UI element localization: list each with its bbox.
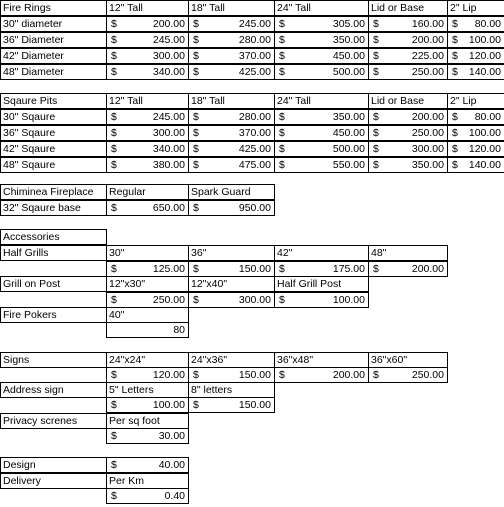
- cell-text: 36": [191, 247, 207, 259]
- currency-symbol: $: [111, 159, 117, 171]
- currency-symbol: $: [193, 159, 199, 171]
- cell-value: 200.00: [152, 18, 185, 30]
- cell-value: 0.40: [164, 490, 185, 502]
- fire-ring-price-cell[interactable]: [447, 32, 504, 48]
- chiminea-regular-label[interactable]: [106, 184, 189, 200]
- currency-symbol: $: [193, 50, 199, 62]
- currency-symbol: $: [452, 127, 458, 139]
- fire-poker-price[interactable]: [106, 322, 189, 338]
- cell-text: Lid or Base: [371, 95, 425, 107]
- square-pits-header-cell[interactable]: [188, 93, 275, 109]
- square-pit-price-cell[interactable]: [368, 141, 448, 157]
- chiminea-spark-label[interactable]: [188, 184, 275, 200]
- fire-ring-price-cell[interactable]: [106, 16, 189, 32]
- cell-value: 150.00: [238, 263, 271, 275]
- fire-ring-size-label[interactable]: [0, 48, 107, 64]
- fire-poker-size[interactable]: [106, 307, 189, 323]
- cell-value: 450.00: [332, 127, 365, 139]
- currency-symbol: $: [193, 18, 199, 30]
- currency-symbol: $: [373, 159, 379, 171]
- cell-value: 100.00: [468, 34, 501, 46]
- fire-rings-header-cell[interactable]: [0, 0, 107, 16]
- cell-value: 200.00: [411, 111, 444, 123]
- cell-value: 140.00: [468, 66, 501, 78]
- cell-value: 500.00: [332, 143, 365, 155]
- cell-text: Accessories: [3, 231, 60, 243]
- chiminea-header[interactable]: [0, 184, 107, 200]
- square-pit-size-label[interactable]: [0, 125, 107, 141]
- cell-text: 30" diameter: [3, 18, 63, 30]
- fire-ring-price-cell[interactable]: [274, 64, 369, 80]
- currency-symbol: $: [279, 143, 285, 155]
- address-letter-size[interactable]: [188, 382, 275, 398]
- currency-symbol: $: [111, 202, 117, 214]
- sign-price[interactable]: [106, 367, 189, 383]
- currency-symbol: $: [373, 34, 379, 46]
- address-sign-price[interactable]: [106, 397, 189, 413]
- cell-value: 40.00: [158, 459, 185, 471]
- cell-value: 370.00: [238, 50, 271, 62]
- cell-text: Spark Guard: [191, 186, 251, 198]
- cell-value: 80.00: [474, 18, 501, 30]
- currency-symbol: $: [279, 66, 285, 78]
- sign-price[interactable]: [368, 367, 448, 383]
- sign-size[interactable]: [106, 352, 189, 368]
- fire-ring-price-cell[interactable]: [274, 32, 369, 48]
- currency-symbol: $: [279, 34, 285, 46]
- cell-value: 350.00: [411, 159, 444, 171]
- cell-text: 36"x60": [371, 354, 408, 366]
- currency-symbol: $: [279, 294, 285, 306]
- currency-symbol: $: [452, 66, 458, 78]
- currency-symbol: $: [373, 50, 379, 62]
- chiminea-spark-price[interactable]: [188, 200, 275, 216]
- currency-symbol: $: [452, 50, 458, 62]
- square-pits-header-cell[interactable]: [447, 93, 504, 109]
- currency-symbol: $: [111, 459, 117, 471]
- square-pits-header-cell[interactable]: [368, 93, 448, 109]
- half-grill-price[interactable]: [188, 261, 275, 277]
- fire-ring-price-cell[interactable]: [368, 32, 448, 48]
- square-pit-price-cell[interactable]: [447, 109, 504, 125]
- cell-text: 42": [277, 247, 293, 259]
- cell-text: 2" Lip: [450, 95, 477, 107]
- cell-text: 8" letters: [191, 384, 233, 396]
- currency-symbol: $: [111, 66, 117, 78]
- currency-symbol: $: [279, 50, 285, 62]
- cell-value: 160.00: [411, 18, 444, 30]
- cell-value: 250.00: [152, 294, 185, 306]
- square-pit-price-cell[interactable]: [447, 157, 504, 173]
- currency-symbol: $: [193, 127, 199, 139]
- cell-value: 450.00: [332, 50, 365, 62]
- cell-value: 125.00: [152, 263, 185, 275]
- square-pits-header-cell[interactable]: [0, 93, 107, 109]
- cell-text: 12"x30": [109, 278, 146, 290]
- fire-rings-header-cell[interactable]: [106, 0, 189, 16]
- square-pit-size-label[interactable]: [0, 141, 107, 157]
- cell-value: 350.00: [332, 111, 365, 123]
- cell-text: Fire Rings: [3, 2, 51, 14]
- square-pit-price-cell[interactable]: [274, 157, 369, 173]
- cell-value: 250.00: [411, 369, 444, 381]
- cell-value: 650.00: [152, 202, 185, 214]
- currency-symbol: $: [111, 111, 117, 123]
- cell-value: 425.00: [238, 66, 271, 78]
- chiminea-base-label[interactable]: [0, 200, 107, 216]
- square-pit-price-cell[interactable]: [188, 125, 275, 141]
- sign-size[interactable]: [188, 352, 275, 368]
- cell-text: 18" Tall: [191, 2, 225, 14]
- square-pit-price-cell[interactable]: [368, 157, 448, 173]
- cell-text: 24"x24": [109, 354, 146, 366]
- fire-ring-price-cell[interactable]: [447, 48, 504, 64]
- square-pits-header-cell[interactable]: [106, 93, 189, 109]
- currency-symbol: $: [279, 159, 285, 171]
- cell-text: 32" Sqaure base: [3, 202, 81, 214]
- cell-value: 300.00: [411, 143, 444, 155]
- fire-ring-price-cell[interactable]: [368, 64, 448, 80]
- cell-text: 48" Sqaure: [3, 159, 56, 171]
- currency-symbol: $: [111, 143, 117, 155]
- cell-text: Grill on Post: [3, 278, 61, 290]
- cell-text: Design: [3, 459, 36, 471]
- currency-symbol: $: [373, 18, 379, 30]
- fire-ring-price-cell[interactable]: [447, 64, 504, 80]
- privacy-screens-label[interactable]: [0, 413, 107, 429]
- grill-post-size[interactable]: [106, 276, 189, 292]
- cell-value: 100.00: [332, 294, 365, 306]
- signs-label[interactable]: [0, 352, 107, 368]
- currency-symbol: $: [193, 202, 199, 214]
- square-pit-price-cell[interactable]: [274, 141, 369, 157]
- currency-symbol: $: [279, 369, 285, 381]
- cell-value: 280.00: [238, 111, 271, 123]
- cell-text: Chiminea Fireplace: [3, 186, 94, 198]
- cell-text: 48": [371, 247, 387, 259]
- half-grill-price[interactable]: [368, 261, 448, 277]
- half-grill-size[interactable]: [188, 245, 275, 261]
- currency-symbol: $: [279, 263, 285, 275]
- fire-ring-price-cell[interactable]: [106, 64, 189, 80]
- cell-text: 36" Diameter: [3, 34, 64, 46]
- fire-ring-size-label[interactable]: [0, 64, 107, 80]
- currency-symbol: $: [373, 111, 379, 123]
- currency-symbol: $: [452, 159, 458, 171]
- square-pit-price-cell[interactable]: [106, 141, 189, 157]
- cell-text: Signs: [3, 354, 30, 366]
- cell-value: 100.00: [152, 399, 185, 411]
- cell-value: 300.00: [152, 50, 185, 62]
- currency-symbol: $: [373, 143, 379, 155]
- currency-symbol: $: [111, 430, 117, 442]
- cell-text: 48" Diameter: [3, 66, 64, 78]
- cell-text: Delivery: [3, 475, 41, 487]
- currency-symbol: $: [193, 34, 199, 46]
- currency-symbol: $: [373, 127, 379, 139]
- fire-pokers-label[interactable]: [0, 307, 107, 323]
- square-pit-price-cell[interactable]: [188, 157, 275, 173]
- sign-price[interactable]: [274, 367, 369, 383]
- fire-ring-price-cell[interactable]: [188, 48, 275, 64]
- address-letter-size[interactable]: [106, 382, 189, 398]
- cell-text: 36"x48": [277, 354, 314, 366]
- square-pit-price-cell[interactable]: [274, 125, 369, 141]
- currency-symbol: $: [279, 127, 285, 139]
- fire-ring-price-cell[interactable]: [106, 48, 189, 64]
- fire-rings-header-cell[interactable]: [188, 0, 275, 16]
- currency-symbol: $: [452, 143, 458, 155]
- square-pits-header-cell[interactable]: [274, 93, 369, 109]
- cell-value: 140.00: [468, 159, 501, 171]
- cell-value: 300.00: [152, 127, 185, 139]
- fire-ring-price-cell[interactable]: [368, 16, 448, 32]
- cell-text: 30" Sqaure: [3, 111, 56, 123]
- cell-value: 245.00: [152, 34, 185, 46]
- cell-value: 500.00: [332, 66, 365, 78]
- currency-symbol: $: [452, 111, 458, 123]
- cell-text: 30": [109, 247, 125, 259]
- cell-value: 200.00: [332, 369, 365, 381]
- currency-symbol: $: [193, 143, 199, 155]
- square-pit-price-cell[interactable]: [447, 125, 504, 141]
- half-grill-price[interactable]: [106, 261, 189, 277]
- cell-value: 245.00: [152, 111, 185, 123]
- cell-text: Privacy screnes: [3, 415, 78, 427]
- square-pit-price-cell[interactable]: [368, 125, 448, 141]
- cell-text: 18" Tall: [191, 95, 225, 107]
- cell-value: 305.00: [332, 18, 365, 30]
- cell-value: 120.00: [468, 143, 501, 155]
- delivery-label[interactable]: [0, 473, 107, 489]
- grill-post-size[interactable]: [188, 276, 275, 292]
- cell-value: 475.00: [238, 159, 271, 171]
- currency-symbol: $: [111, 369, 117, 381]
- cell-value: 200.00: [411, 263, 444, 275]
- cell-value: 245.00: [238, 18, 271, 30]
- cell-value: 225.00: [411, 50, 444, 62]
- currency-symbol: $: [193, 294, 199, 306]
- fire-ring-price-cell[interactable]: [274, 16, 369, 32]
- cell-text: Regular: [109, 186, 146, 198]
- privacy-unit-label[interactable]: [106, 413, 189, 429]
- address-sign-label[interactable]: [0, 382, 107, 398]
- address-sign-price[interactable]: [188, 397, 275, 413]
- currency-symbol: $: [452, 34, 458, 46]
- cell-value: 80: [173, 324, 185, 336]
- half-grill-price[interactable]: [274, 261, 369, 277]
- cell-text: 42" Diameter: [3, 50, 64, 62]
- half-grill-post-label[interactable]: [274, 276, 369, 292]
- cell-value: 250.00: [411, 66, 444, 78]
- half-grills-label[interactable]: [0, 245, 107, 261]
- fire-ring-price-cell[interactable]: [106, 32, 189, 48]
- currency-symbol: $: [373, 66, 379, 78]
- square-pit-price-cell[interactable]: [106, 157, 189, 173]
- currency-symbol: $: [279, 18, 285, 30]
- cell-text: Lid or Base: [371, 2, 425, 14]
- cell-text: 40": [109, 309, 125, 321]
- currency-symbol: $: [111, 127, 117, 139]
- cell-text: 5" Letters: [109, 384, 154, 396]
- cell-text: Per Km: [109, 475, 145, 487]
- sign-size[interactable]: [368, 352, 448, 368]
- square-pit-price-cell[interactable]: [274, 109, 369, 125]
- cell-text: Half Grills: [3, 247, 49, 259]
- fire-ring-size-label[interactable]: [0, 32, 107, 48]
- cell-text: 36" Sqaure: [3, 127, 56, 139]
- fire-ring-size-label[interactable]: [0, 16, 107, 32]
- cell-value: 350.00: [332, 34, 365, 46]
- cell-text: 12"x40": [191, 278, 228, 290]
- cell-value: 380.00: [152, 159, 185, 171]
- currency-symbol: $: [193, 369, 199, 381]
- design-price[interactable]: [106, 457, 189, 473]
- cell-text: 24"x36": [191, 354, 228, 366]
- cell-value: 150.00: [238, 369, 271, 381]
- currency-symbol: $: [193, 263, 199, 275]
- cell-text: Fire Pokers: [3, 309, 57, 321]
- cell-text: 2" Lip: [450, 2, 477, 14]
- cell-text: Address sign: [3, 384, 64, 396]
- grill-post-price[interactable]: [274, 292, 369, 308]
- delivery-price[interactable]: [106, 488, 189, 504]
- fire-ring-price-cell[interactable]: [188, 64, 275, 80]
- design-label[interactable]: [0, 457, 107, 473]
- cell-value: 340.00: [152, 143, 185, 155]
- cell-value: 950.00: [238, 202, 271, 214]
- square-pit-size-label[interactable]: [0, 109, 107, 125]
- sign-price[interactable]: [188, 367, 275, 383]
- cell-text: 24" Tall: [277, 95, 311, 107]
- cell-value: 370.00: [238, 127, 271, 139]
- chiminea-regular-price[interactable]: [106, 200, 189, 216]
- fire-ring-price-cell[interactable]: [188, 32, 275, 48]
- square-pit-size-label[interactable]: [0, 157, 107, 173]
- currency-symbol: $: [111, 34, 117, 46]
- cell-value: 280.00: [238, 34, 271, 46]
- square-pit-price-cell[interactable]: [188, 109, 275, 125]
- cell-value: 300.00: [238, 294, 271, 306]
- sign-size[interactable]: [274, 352, 369, 368]
- delivery-unit-label[interactable]: [106, 473, 189, 489]
- square-pit-price-cell[interactable]: [188, 141, 275, 157]
- cell-value: 150.00: [238, 399, 271, 411]
- fire-ring-price-cell[interactable]: [274, 48, 369, 64]
- privacy-price[interactable]: [106, 428, 189, 444]
- half-grill-size[interactable]: [106, 245, 189, 261]
- cell-text: Half Grill Post: [277, 278, 342, 290]
- cell-text: 42" Sqaure: [3, 143, 56, 155]
- cell-value: 250.00: [411, 127, 444, 139]
- fire-rings-header-cell[interactable]: [274, 0, 369, 16]
- currency-symbol: $: [111, 18, 117, 30]
- fire-rings-header-cell[interactable]: [447, 0, 504, 16]
- cell-text: 12" Tall: [109, 2, 143, 14]
- currency-symbol: $: [373, 263, 379, 275]
- grill-post-price[interactable]: [188, 292, 275, 308]
- currency-symbol: $: [279, 111, 285, 123]
- currency-symbol: $: [452, 18, 458, 30]
- square-pit-price-cell[interactable]: [447, 141, 504, 157]
- cell-text: 24" Tall: [277, 2, 311, 14]
- cell-value: 80.00: [474, 111, 501, 123]
- currency-symbol: $: [111, 490, 117, 502]
- currency-symbol: $: [111, 263, 117, 275]
- accessories-title[interactable]: [0, 229, 107, 245]
- currency-symbol: $: [373, 369, 379, 381]
- cell-value: 200.00: [411, 34, 444, 46]
- cell-text: Per sq foot: [109, 415, 160, 427]
- grill-post-price[interactable]: [106, 292, 189, 308]
- fire-ring-price-cell[interactable]: [447, 16, 504, 32]
- currency-symbol: $: [193, 399, 199, 411]
- currency-symbol: $: [193, 66, 199, 78]
- cell-text: 12" Tall: [109, 95, 143, 107]
- cell-value: 340.00: [152, 66, 185, 78]
- square-pit-price-cell[interactable]: [106, 125, 189, 141]
- currency-symbol: $: [111, 294, 117, 306]
- currency-symbol: $: [111, 399, 117, 411]
- fire-ring-price-cell[interactable]: [368, 48, 448, 64]
- half-grill-size[interactable]: [368, 245, 448, 261]
- cell-text: Sqaure Pits: [3, 95, 58, 107]
- cell-value: 120.00: [152, 369, 185, 381]
- cell-value: 30.00: [158, 430, 185, 442]
- cell-value: 120.00: [468, 50, 501, 62]
- square-pit-price-cell[interactable]: [106, 109, 189, 125]
- square-pit-price-cell[interactable]: [368, 109, 448, 125]
- fire-rings-header-cell[interactable]: [368, 0, 448, 16]
- currency-symbol: $: [193, 111, 199, 123]
- cell-value: 425.00: [238, 143, 271, 155]
- fire-ring-price-cell[interactable]: [188, 16, 275, 32]
- half-grill-size[interactable]: [274, 245, 369, 261]
- cell-value: 175.00: [332, 263, 365, 275]
- grill-on-post-label[interactable]: [0, 276, 107, 292]
- currency-symbol: $: [111, 50, 117, 62]
- cell-value: 100.00: [468, 127, 501, 139]
- cell-value: 550.00: [332, 159, 365, 171]
